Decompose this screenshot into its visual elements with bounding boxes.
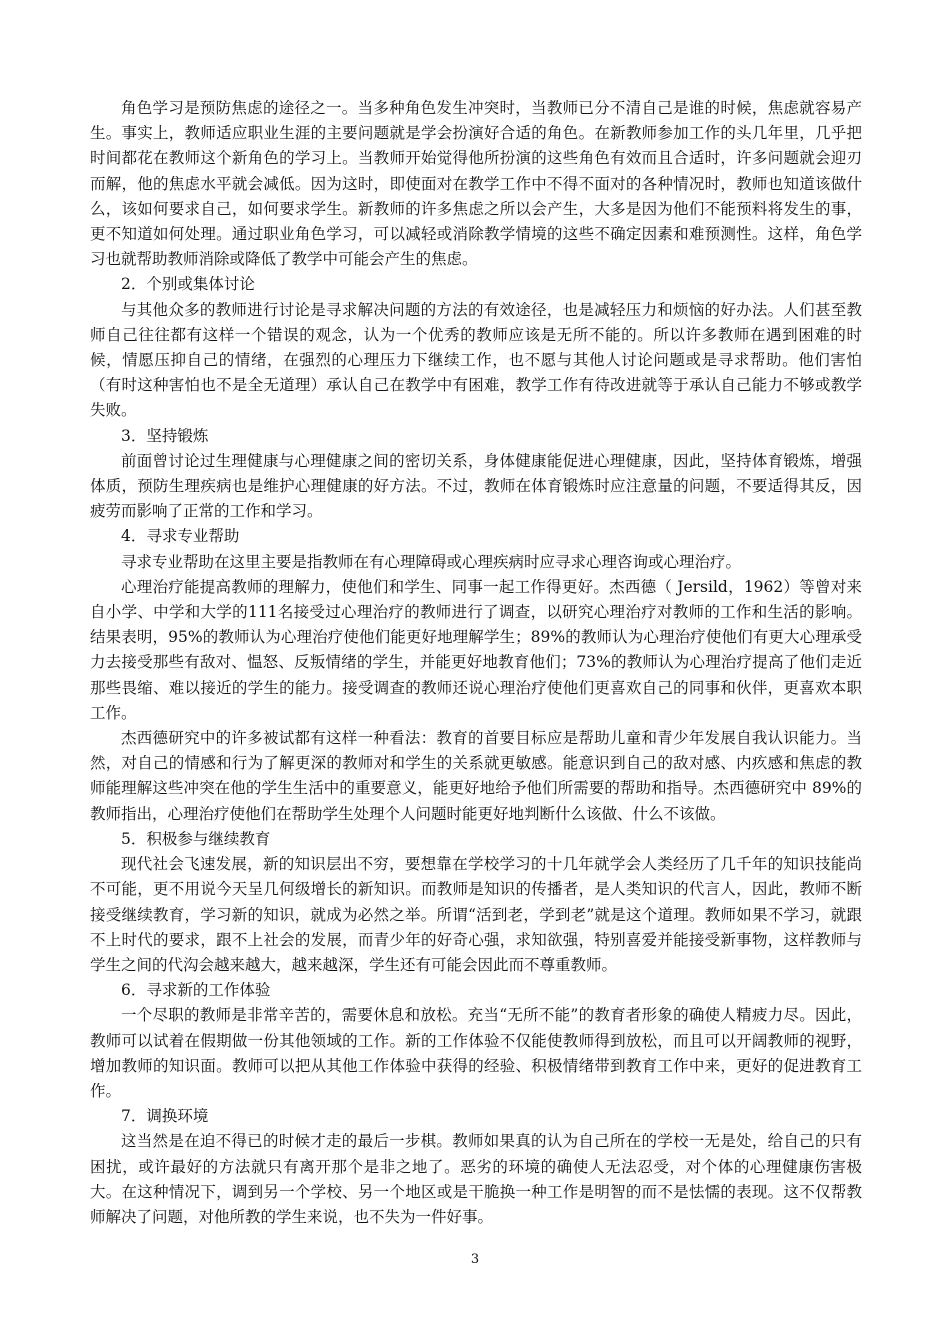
paragraph-professional-help-intro: 寻求专业帮助在这里主要是指教师在有心理障碍或心理疾病时应寻求心理咨询或心理治疗。 [121,552,742,571]
paragraph-role-learning: 角色学习是预防焦虑的途径之一。当多种角色发生冲突时，当教师已分不清自己是谁的时候，焦虑就容易产生。事实上，教师适应职业生涯的主要问题就是学会扮演好合适的角色。在新教师参加工作的头几年里，几乎把时间都花在教师这个新角色的学习上。当教师开始觉得他所扮演的这些角色有效而且合适时，许多问题就会迎刃而解，他的焦虑水平就会减低。因为这时，即使面对在教学工作中不得不面对的各种情况时，教师也知道该做什么，该如何要求自己，如何要求学生。新教师的许多焦虑之所以会产生，大多是因为他们不能预料将发生的事，更不知道如何处理。通过职业角色学习，可以减轻或消除教学情境的这些不确定因素和难预测性。这样，角色学习也就帮助教师消除或降低了教学中可能会产生的焦虑。 [90,99,862,269]
section-heading-new-work-experience: 6．寻求新的工作体验 [121,981,271,1000]
paragraph-continuing-education: 现代社会飞速发展，新的知识层出不穷，要想靠在学校学习的十几年就学会人类经历了几千年的知识技能尚不可能，更不用说今天呈几何级增长的新知识。而教师是知识的传播者，是人类知识的代言人，因此，教师不断接受继续教育，学习新的知识，就成为必然之举。所谓“活到老，学到老”就是这个道理。教师如果不学习，就跟不上时代的要求，跟不上社会的发展，而青少年的好奇心强，求知欲强，特别喜爱并能接受新事物，这样教师与学生之间的代沟会越来越大，越来越深，学生还有可能会因此而不尊重教师。 [90,855,862,974]
section-heading-change-environment: 7．调换环境 [121,1107,209,1126]
section-heading-professional-help: 4．寻求专业帮助 [121,527,240,546]
paragraph-therapy-study: 心理治疗能提高教师的理解力，使他们和学生、同事一起工作得更好。杰西德（ Jersild，1962）等曾对来自小学、中学和大学的111名接受过心理治疗的教师进行了调查，以研究心理治疗对教师的工作和生活的影响。结果表明，95%的教师认为心理治疗使他们能更好地理解学生；89%的教师认为心理治疗使他们有更大心理承受力去接受那些有敌对、愠怒、反叛情绪的学生，并能更好地教育他们；73%的教师认为心理治疗提高了他们走近那些畏缩、难以接近的学生的能力。接受调查的教师还说心理治疗使他们更喜欢自己的同事和伙伴，更喜欢本职工作。 [90,577,862,722]
paragraph-new-work-experience: 一个尽职的教师是非常辛苦的，需要休息和放松。充当“无所不能”的教育者形象的确使人精疲力尽。因此，教师可以试着在假期做一份其他领域的工作。新的工作体验不仅能使教师得到放松，而且可以开阔教师的视野，增加教师的知识面。教师可以把从其他工作体验中获得的经验、积极情绪带到教育工作中来，更好的促进教育工作。 [90,1006,862,1100]
document-body [90,96,862,1230]
section-heading-continuing-education: 5．积极参与继续教育 [121,829,271,848]
page-number: 3 [470,1252,480,1267]
paragraph-change-environment: 这当然是在迫不得已的时候才走的最后一步棋。教师如果真的认为自己所在的学校一无是处，给自己的只有困扰，或许最好的方法就只有离开那个是非之地了。恶劣的环境的确使人无法忍受，对个体的心理健康伤害极大。在这种情况下，调到另一个学校、另一个地区或是干脆换一种工作是明智的而不是怯懦的表现。这不仅帮教师解决了问题，对他所教的学生来说，也不失为一件好事。 [90,1132,862,1226]
section-heading-exercise: 3．坚持锻炼 [121,426,209,445]
paragraph-exercise: 前面曾讨论过生理健康与心理健康之间的密切关系，身体健康能促进心理健康，因此，坚持体育锻炼，增强体质，预防生理疾病也是维护心理健康的好方法。不过，教师在体育锻炼时应注意量的问题，不要适得其反，因疲劳而影响了正常的工作和学习。 [90,451,862,521]
paragraph-discussion: 与其他众多的教师进行讨论是寻求解决问题的方法的有效途径，也是减轻压力和烦恼的好办法。人们甚至教师自己往往都有这样一个错误的观念，认为一个优秀的教师应该是无所不能的。所以许多教师在遇到困难的时候，情愿压抑自己的情绪，在强烈的心理压力下继续工作，也不愿与其他人讨论问题或是寻求帮助。他们害怕（有时这种害怕也不是全无道理）承认自己在教学中有困难，教学工作有待改进就等于承认自己能力不够或教学失败。 [90,300,862,420]
section-heading-discussion: 2．个别或集体讨论 [121,275,255,294]
paragraph-jersild-findings: 杰西德研究中的许多被试都有这样一种看法：教育的首要目标应是帮助儿童和青少年发展自我认识能力。当然，对自己的情感和行为了解更深的教师对和学生的关系就更敏感。能意识到自己的敌对感、内疚感和焦虑的教师能理解这些冲突在他的学生生活中的重要意义，能更好地给予他们所需要的帮助和指导。杰西德研究中 89%的教师指出，心理治疗使他们在帮助学生处理个人问题时能更好地判断什么该做、什么不该做。 [90,729,862,823]
